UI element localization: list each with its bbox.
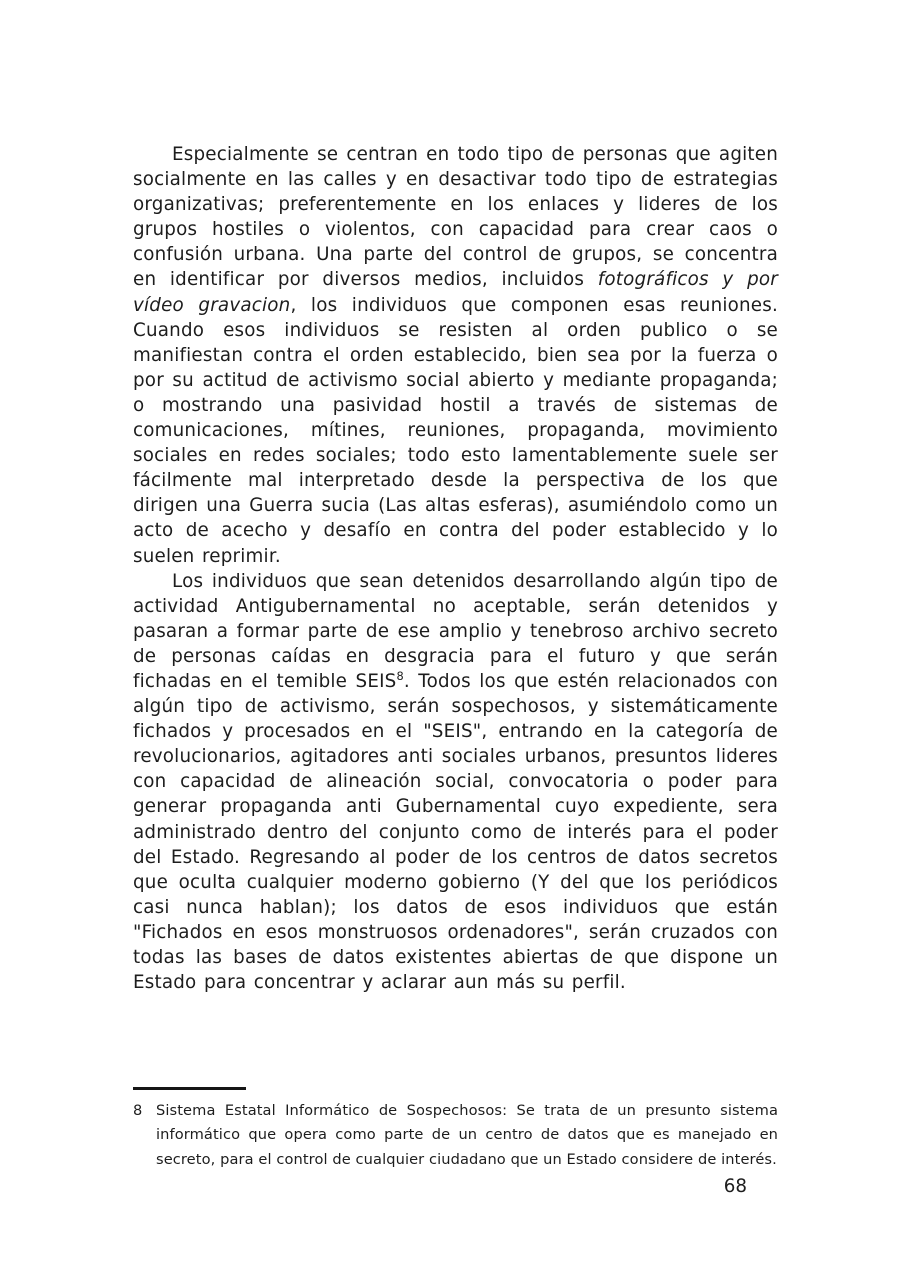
paragraph-1 <box>133 142 778 569</box>
text-run: Los individuos que sean detenidos desarrollando algún tipo de actividad Antigubernamental no aceptable, serán detenidos y pasaran a formar parte de ese amplio y tenebroso archivo secreto de personas caídas en desgracia para el futuro y que serán fichadas en el temible SEIS <box>133 570 778 692</box>
page-number: 68 <box>723 1176 747 1197</box>
italic-phrase: fotográficos y por vídeo gravacion <box>133 269 778 316</box>
paragraph-2 <box>133 569 778 996</box>
footnote-text: Sistema Estatal Informático de Sospechosos: Se trata de un presunto sistema informático que opera como parte de un centro de datos que es manejado en secreto, para el control de cualquier ciudadano que un Estado considere de interés. <box>156 1102 778 1168</box>
text-run: , los individuos que componen esas reuniones. Cuando esos individuos se resisten al orden publico o se manifiestan contra el orden establecido, bien sea por la fuerza o por su actitud de activismo social abierto y mediante propaganda; o mostrando una pasividad hostil a través de sistemas de comunicaciones, mítines, reuniones, propaganda, movimiento sociales en redes sociales; todo esto lamentablemente suele ser fácilmente mal interpretado desde la perspectiva de los que dirigen una Guerra sucia (Las altas esferas), asumiéndolo como un acto de acecho y desafío en contra del poder establecido y lo suelen reprimir. <box>133 294 778 567</box>
footnote-separator-rule <box>133 1087 246 1090</box>
footnote <box>133 1099 778 1172</box>
footnote-number: 8 <box>133 1102 143 1119</box>
text-run: . Todos los que estén relacionados con algún tipo de activismo, serán sospechosos, y sistemáticamente fichados y procesados en el "SEIS", entrando en la categoría de revolucionarios, agitadores anti sociales urbanos, presuntos lideres con capacidad de alineación social, convocatoria o poder para generar propaganda anti Gubernamental cuyo expediente, sera administrado dentro del conjunto como de interés para el poder del Estado. Regresando al poder de los centros de datos secretos que oculta cualquier moderno gobierno (Y del que los periódicos casi nunca hablan); los datos de esos individuos que están "Fichados en esos monstruosos ordenadores", serán cruzados con todas las bases de datos existentes abiertas de que dispone un Estado para concentrar y aclarar aun más su perfil. <box>133 670 778 994</box>
body-text <box>133 142 778 995</box>
footnote-area <box>133 1087 778 1172</box>
footnote-reference: 8 <box>396 668 404 683</box>
text-run: Especialmente se centran en todo tipo de personas que agiten socialmente en las calles y en desactivar todo tipo de estrategias organizativas; preferentemente en los enlaces y lideres de los grupos hostiles o violentos, con capacidad para crear caos o confusión urbana. Una parte del control de grupos, se concentra en identificar por diversos medios, incluidos <box>133 144 778 291</box>
